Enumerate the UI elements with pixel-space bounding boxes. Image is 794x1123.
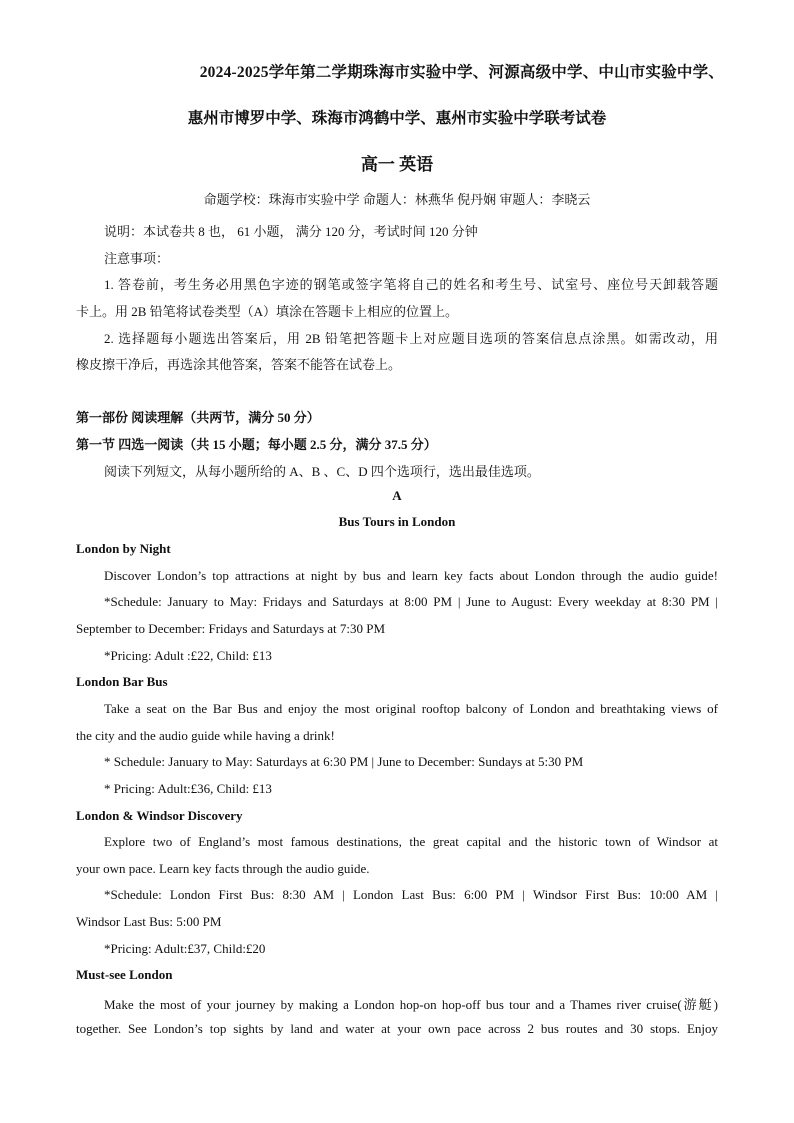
exam-credits: 命题学校：珠海市实验中学 命题人：林燕华 倪丹娴 审题人：李晓云 — [203, 192, 591, 207]
tour-name: London & Windsor Discovery — [76, 808, 243, 823]
tour-pricing: *Pricing: Adult:£37, Child:£20 — [104, 941, 266, 956]
subject-title: 高一 英语 — [360, 155, 434, 174]
tour-description-cont: the city and the audio guide while having a drink! — [76, 728, 335, 743]
exam-title-line1: 2024-2025学年第二学期珠海市实验中学、河源高级中学、中山市实验中学、 — [199, 64, 724, 81]
note1-line1: 1. 答卷前，考生务必用黑色字迹的钢笔或签字笔将自己的姓名和考生号、试室号、座位号天卸载答题 — [104, 277, 718, 292]
tour-name: London by Night — [76, 541, 171, 556]
tour-name: London Bar Bus — [76, 674, 168, 689]
section1-heading: 第一节 四选一阅读（共 15 小题；每小题 2.5 分，满分 37.5 分） — [76, 437, 437, 452]
note2-line2: 橡皮擦干净后，再选涂其他答案，答案不能答在试卷上。 — [76, 357, 402, 372]
reading-directions: 阅读下列短文，从每小题所给的 A、B 、C、D 四个选项行，选出最佳选项。 — [104, 464, 540, 479]
tour-pricing: *Pricing: Adult :£22, Child: £13 — [104, 648, 272, 663]
exam-title-line2: 惠州市博罗中学、珠海市鸿鹤中学、惠州市实验中学联考试卷 — [187, 110, 607, 127]
passage-label: A — [392, 488, 402, 503]
note2-line1: 2. 选择题每小题选出答案后，用 2B 铅笔把答题卡上对应题目选项的答案信息点涂黑。如需改动，用 — [104, 331, 718, 346]
tour-description: Discover London’s top attractions at night by bus and learn key facts about London through the audio guide! — [104, 568, 718, 583]
tour-schedule-cont: September to December: Fridays and Saturdays at 7:30 PM — [76, 621, 386, 636]
tour-description: Explore two of England’s most famous destinations, the great capital and the historic town of Windsor at — [104, 834, 718, 849]
part1-heading: 第一部份 阅读理解（共两节，满分 50 分） — [76, 410, 320, 425]
tour-description-cont: your own pace. Learn key facts through the audio guide. — [76, 861, 370, 876]
tour-description: Make the most of your journey by making a London hop-on hop-off bus tour and a Thames river cruise(游艇) — [104, 997, 718, 1012]
exam-summary: 说明：本试卷共 8 也， 61 小题， 满分 120 分，考试时间 120 分钟 — [104, 224, 478, 239]
tour-schedule: * Schedule: January to May: Saturdays at 6:30 PM | June to December: Sundays at 5:30 PM — [104, 754, 584, 769]
tour-pricing: * Pricing: Adult:£36, Child: £13 — [104, 781, 272, 796]
tour-name: Must-see London — [76, 967, 173, 982]
tour-schedule: *Schedule: January to May: Fridays and Saturdays at 8:00 PM | June to August: Every weekday at 8:30 PM | — [104, 594, 718, 609]
note1-line2: 卡上。用 2B 铅笔将试卷类型（A）填涂在答题卡上相应的位置上。 — [76, 304, 459, 319]
tour-description-cont: together. See London’s top sights by land and water at your own pace across 2 bus routes and 30 stops. Enjoy — [76, 1021, 718, 1036]
passage-title: Bus Tours in London — [338, 514, 456, 529]
tour-schedule: *Schedule: London First Bus: 8:30 AM | London Last Bus: 6:00 PM | Windsor First Bus: 10:00 AM | — [104, 887, 718, 902]
notes-title: 注意事项： — [104, 251, 170, 266]
tour-description: Take a seat on the Bar Bus and enjoy the most original rooftop balcony of London and breathtaking views of — [104, 701, 718, 716]
tour-schedule-cont: Windsor Last Bus: 5:00 PM — [76, 914, 222, 929]
